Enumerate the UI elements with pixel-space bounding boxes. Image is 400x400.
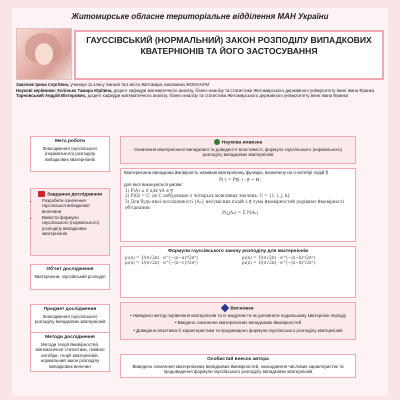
tasks-box [30,188,110,256]
novelty-heading: Наукова новизна [121,139,355,146]
conclusion-item: • Введено означення кватерніонних випадкових ймовірностей [121,319,355,327]
supervisors-label: Наукові керівники: Колінько Тамара Юріївна, [16,87,113,93]
novelty-box [120,136,356,164]
pin-icon [214,139,220,145]
supervisor2-desc: доцент кафедри математичного аналізу, бізнес-аналізу та статистики Житомирського державного університету імені Івана Франка [86,93,348,99]
formula-1: ρ₁(x) = 1/(σ√2π) · e^(−(x−a)²/2σ²) [125,254,198,260]
header: Житомирське обласне територіальне відділення МАН України [71,12,329,21]
formula-2: ρ₂(x) = 1/(σ√2π) · e^(−(x−b)²/2σ²) [242,254,316,260]
novelty-text: Означення кватерніонної випадкової та доведені її властивості, формула гауссівського (нормального) розподілу випадкових кватерніонів [134,146,342,158]
book-icon [38,191,45,197]
personal-contribution-box [120,354,356,378]
definition-formula: P(·) = P𝔉(·) : 𝔉 → ℍ, [219,176,261,182]
object-text: Кватерніони, гауссівський розподіл [34,273,106,279]
object-heading: Об'єкт дослідження [46,267,94,272]
object-box [30,264,110,290]
goal-heading: Мета роботи [55,139,85,144]
poster-title: ГАУССІВСЬКИЙ (НОРМАЛЬНИЙ) ЗАКОН РОЗПОДІЛУ ВИПАДКОВИХ КВАТЕРНІОНІВ ТА ЙОГО ЗАСТОСУВАННЯ [74,30,384,80]
formulas-box [120,246,356,298]
formula-3: ρ₃(x) = 1/(σ√2π) · e^(−(x−c)²/2σ²) [125,260,198,266]
goal-box [30,136,110,172]
methods-heading: Методи дослідження [45,335,95,340]
formula-4: ρ₄(x) = 1/(σ√2π) · e^(−(x−d)²/2σ²) [242,260,316,266]
methods-box [30,332,110,372]
definition-mid: для якої виконуються умови: [124,182,183,188]
formulas-heading: Формули гауссівського закону розподілу для кватерніонів [167,249,309,254]
condition-3-formula: P(⋃Aₙ) = Σ P(Aₙ) [222,210,258,216]
condition-3: 3) Для будь-якої послідовності {Aₙ} несумісних подій з 𝔉 сума ймовірностей дорівнює ймовірності об'єднання: [125,198,345,210]
photo-face [35,43,53,65]
subject-heading: Предмет дослідження [43,307,97,312]
conclusion-item: • Наведено метод порівняння кватерніонів та їх модулям та як доповнити подальшому кватерніон періоду [121,312,355,320]
star-icon [221,304,229,312]
author-desc: учениця 11 класу гімназії №1 міста Житомира, вихованка ЖОМАНУМ [69,82,210,87]
condition-2: 2) P(Ω) = C, де C побудоване з чотирьох можливих значень: C = {1, i, j, k} [125,193,291,199]
tasks-heading: Завдання дослідження [31,191,109,198]
subject-text: Знаходження гауссівського розподілу випадкових кватерніонів [34,313,106,325]
poster [12,8,388,396]
task-item: • Вивести формули гауссівського (нормального) розподілу випадкових кватерніонів [39,215,109,237]
personal-text: Виведено означення кватерніонних випадкових ймовірностей, знаходження числових характеристик та продоведення формули гауссівського розподілу випадкових кватерніонів [132,363,344,375]
definition-box [120,168,356,242]
supervisor2-name: Тарновський Андрій Вікторович, [16,93,87,99]
conclusions-box [120,302,356,340]
supervisor1-desc: доцент кафедри математичного аналізу, бізнес-аналізу та статистики Житомирського державного університету імені Івана Франка [112,87,375,93]
goal-text: Знаходження гауссівського (нормального) розподілу випадкових кватерніонів [42,145,98,162]
task-item: • Розробити означення гауссівської випадкової величини [39,198,109,215]
author-photo [16,28,72,80]
authors-block [16,82,384,99]
author-name: Закалюк Ірина Сергіївна, [16,82,70,87]
personal-heading: Особистий внесок автора [207,357,269,362]
methods-text: Методи теорії ймовірностей, математичної статистики, лінійної алгебри, теорії кватерніонів, нормальний закон розподілу випадкових величин [35,341,105,369]
conclusion-item: • Доведено властивості характеристики та продоведено формули гауссівського розподілу кватерніонів [121,327,355,335]
condition-1: 1) P(A) ≥ 0 для ∀A ∈ 𝔉 [125,187,174,193]
definition-lead: Кватерніонна випадкова ймовірність називаю кватерніонну функцію, визначену на σ-алгебрі подій 𝔉 [124,170,329,175]
subject-box [30,304,110,334]
conclusions-heading: Висновки [121,305,355,312]
